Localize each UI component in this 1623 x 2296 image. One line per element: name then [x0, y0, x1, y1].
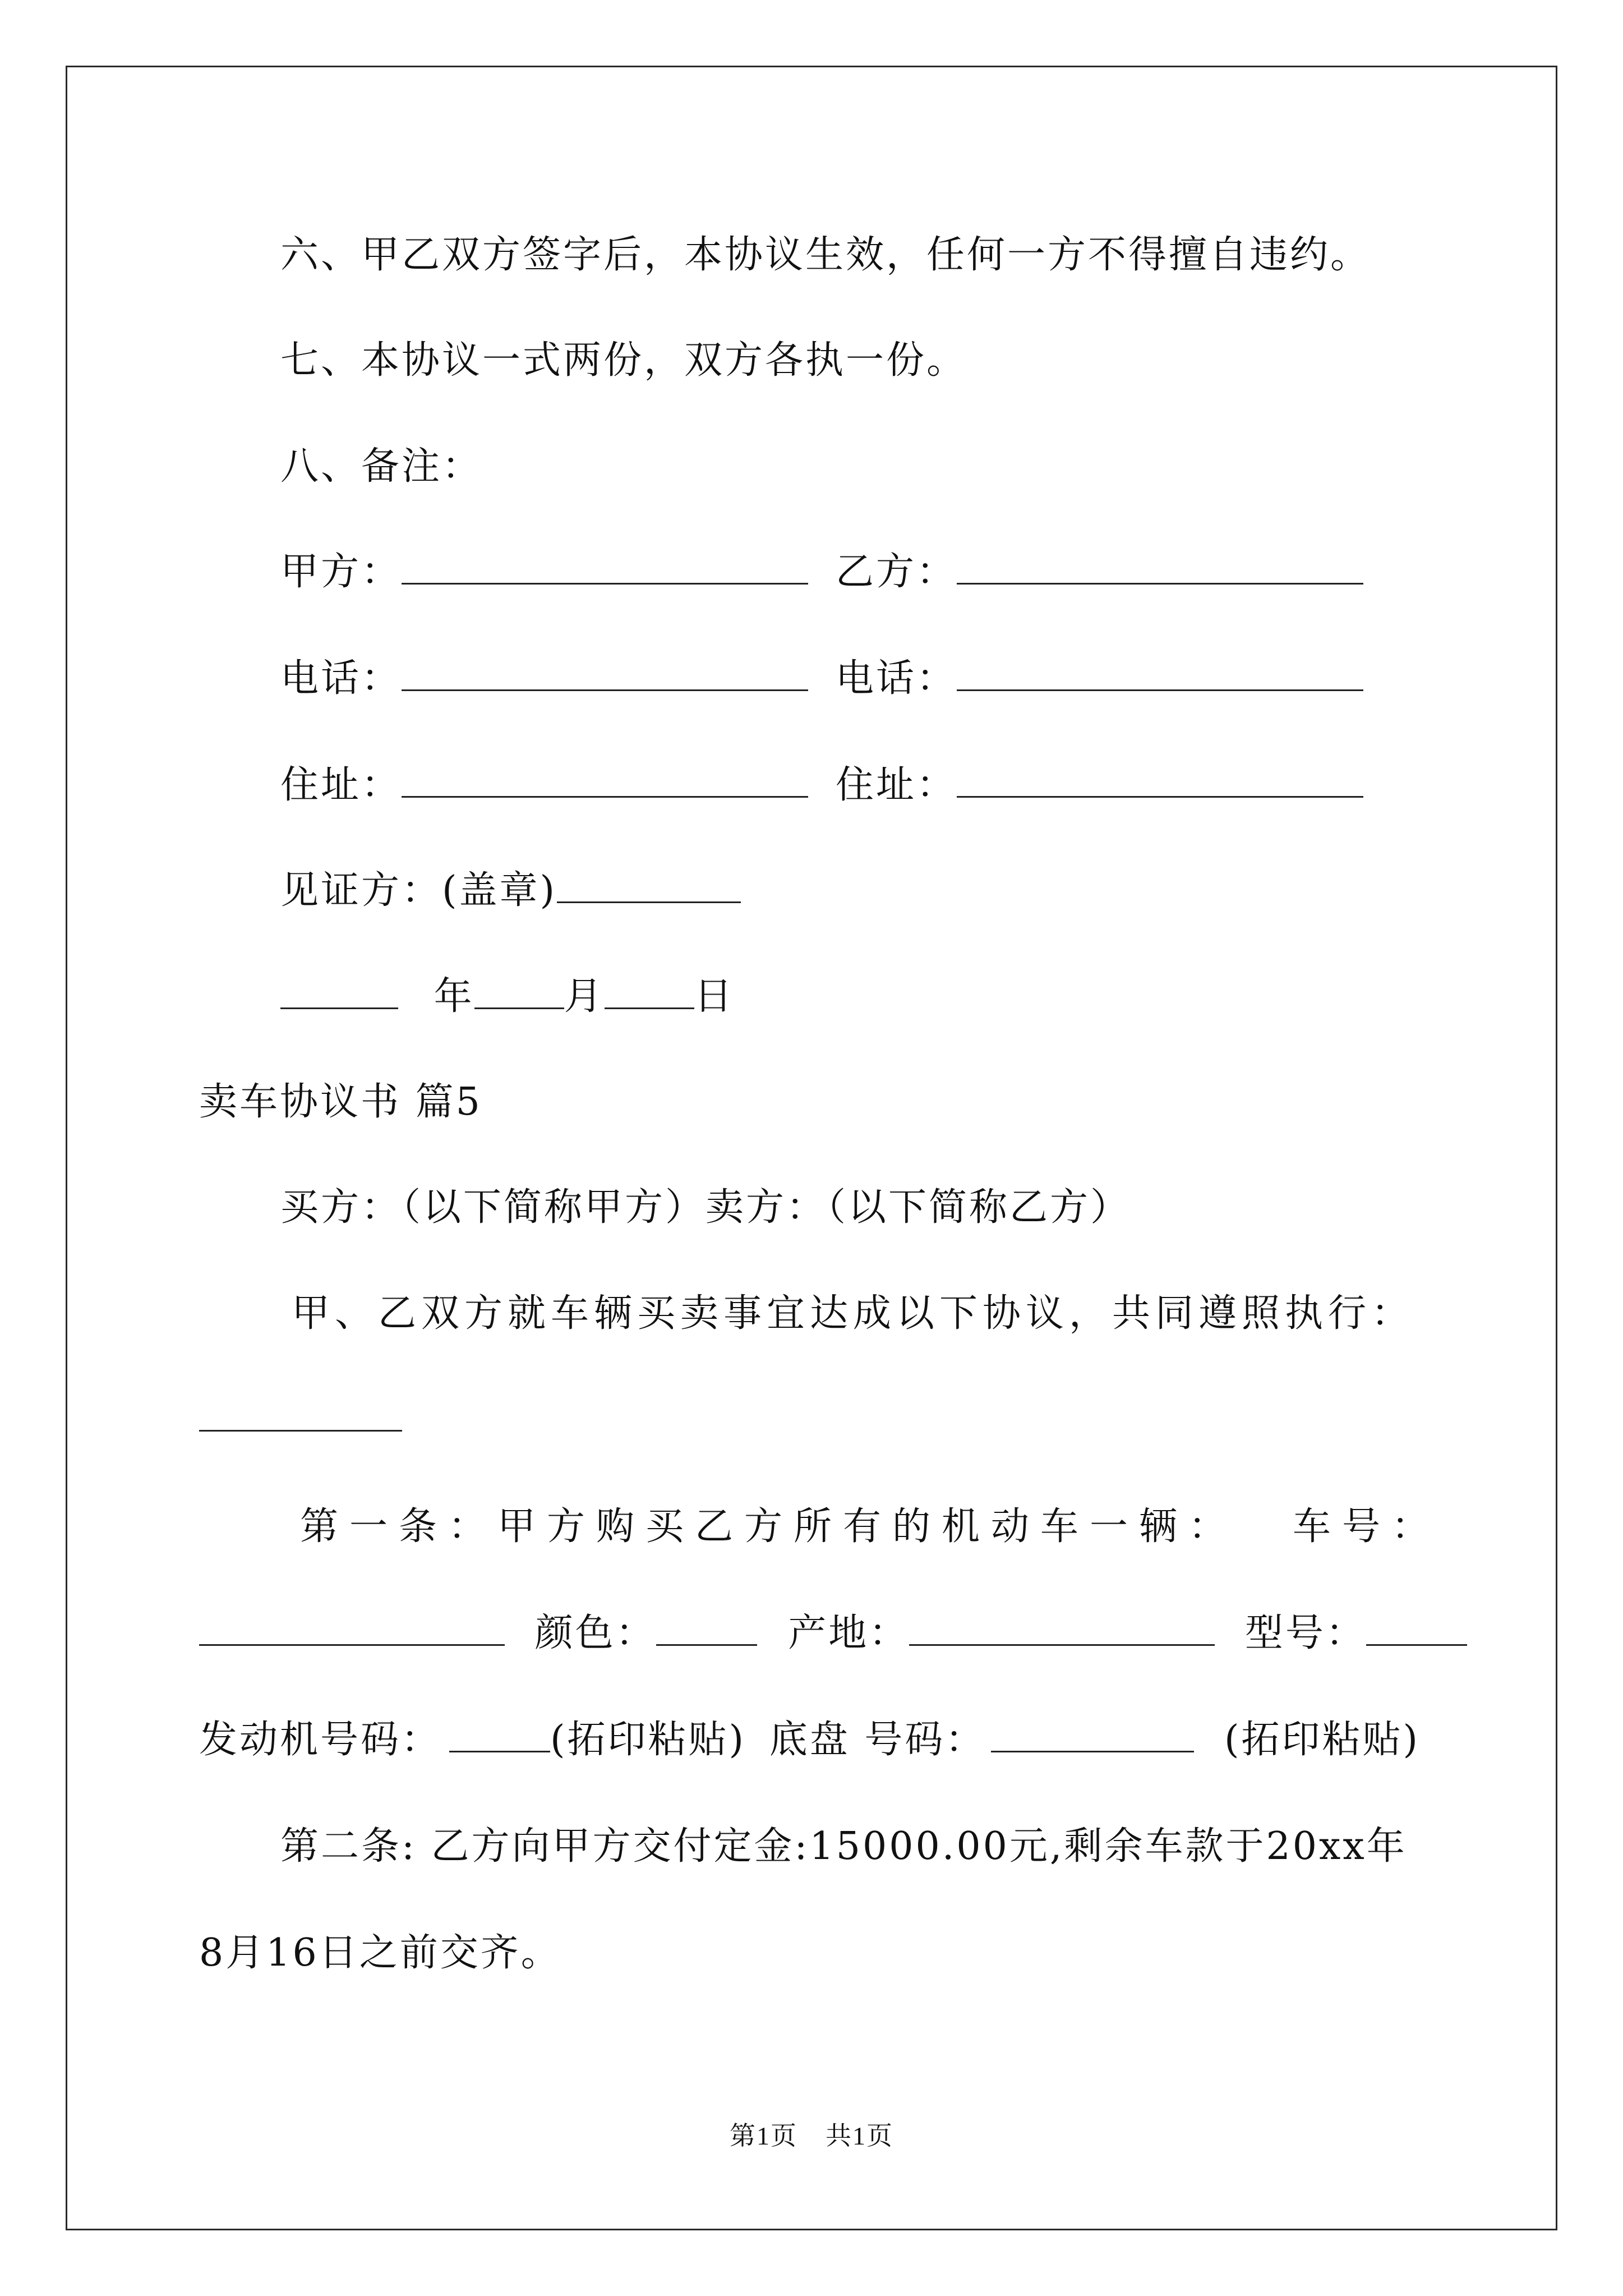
- origin-label: 产地：: [788, 1611, 910, 1655]
- model-label: 型号：: [1244, 1611, 1366, 1655]
- address-b-blank[interactable]: [957, 765, 1363, 798]
- date-row: [280, 974, 735, 1019]
- article-1-text: 第一条：甲方购买乙方所有的机动车一辆：: [300, 1504, 1238, 1549]
- party-a-blank[interactable]: [402, 551, 808, 585]
- parties-line: 买方：（以下简称甲方）卖方：（以下简称乙方）: [280, 1185, 1131, 1230]
- origin-blank[interactable]: [909, 1613, 1215, 1646]
- article-2-line-2: 8月16日之前交齐。: [199, 1931, 561, 1975]
- party-a-label: 甲方：: [280, 550, 402, 594]
- engine-blank[interactable]: [449, 1719, 550, 1752]
- date-month-blank[interactable]: [474, 976, 564, 1009]
- chassis-blank[interactable]: [991, 1719, 1194, 1752]
- chassis-rubbing: (拓印粘贴): [1224, 1718, 1421, 1762]
- chassis-label: 底盘 号码：: [769, 1718, 986, 1762]
- date-day-label: 日: [694, 974, 735, 1019]
- engine-rubbing: (拓印粘贴): [550, 1718, 746, 1762]
- address-b-label: 住址：: [836, 763, 957, 807]
- party-b-row: [836, 550, 1363, 595]
- plate-blank[interactable]: [199, 1613, 505, 1646]
- address-b-row: [836, 763, 1363, 808]
- clause-6: 六、甲乙双方签字后，本协议生效，任何一方不得擅自违约。: [280, 233, 1371, 277]
- article-1-line-2: [199, 1611, 1467, 1656]
- address-a-row: [280, 763, 808, 808]
- date-month-label: 月: [564, 974, 605, 1019]
- color-blank[interactable]: [656, 1613, 757, 1646]
- model-blank[interactable]: [1366, 1613, 1467, 1646]
- article-1-line-1: [300, 1504, 1238, 1549]
- address-a-blank[interactable]: [402, 765, 808, 798]
- article-1-line-3: [199, 1718, 1420, 1763]
- phone-b-label: 电话：: [836, 656, 957, 701]
- date-year-blank[interactable]: [280, 976, 398, 1009]
- page-total: 共1页: [826, 2122, 893, 2150]
- witness-label: 见证方：(盖章): [280, 868, 557, 913]
- clause-8-remarks: 八、备注：: [280, 444, 483, 489]
- party-b-label: 乙方：: [836, 550, 957, 594]
- engine-label: 发动机号码：: [199, 1718, 442, 1762]
- intro-blank[interactable]: [199, 1398, 402, 1432]
- article-1-plate: [1293, 1504, 1441, 1549]
- witness-row: [280, 868, 741, 913]
- phone-b-blank[interactable]: [957, 658, 1363, 691]
- date-day-blank[interactable]: [605, 976, 694, 1009]
- phone-b-row: [836, 656, 1363, 701]
- section-heading: 卖车协议书 篇5: [199, 1080, 482, 1124]
- article-2-line-1: 第二条: 乙方向甲方交付定金:15000.00元,剩余车款于20xx年: [280, 1824, 1407, 1869]
- page-border: [66, 66, 1557, 2230]
- page-footer: [0, 2120, 1623, 2152]
- phone-a-row: [280, 656, 808, 701]
- color-label: 颜色：: [534, 1611, 656, 1655]
- clause-7: 七、本协议一式两份，双方各执一份。: [280, 338, 967, 383]
- date-year-label: 年: [434, 974, 474, 1019]
- phone-a-label: 电话：: [280, 656, 402, 701]
- intro-line: 甲、乙双方就车辆买卖事宜达成以下协议，共同遵照执行：: [292, 1291, 1415, 1336]
- page-current: 第1页: [730, 2122, 797, 2150]
- phone-a-blank[interactable]: [402, 658, 808, 691]
- intro-blank-row: [199, 1397, 402, 1442]
- party-b-blank[interactable]: [957, 551, 1363, 585]
- witness-blank[interactable]: [557, 870, 741, 903]
- party-a-row: [280, 550, 808, 595]
- address-a-label: 住址：: [280, 763, 402, 807]
- plate-label: 车号：: [1293, 1504, 1441, 1549]
